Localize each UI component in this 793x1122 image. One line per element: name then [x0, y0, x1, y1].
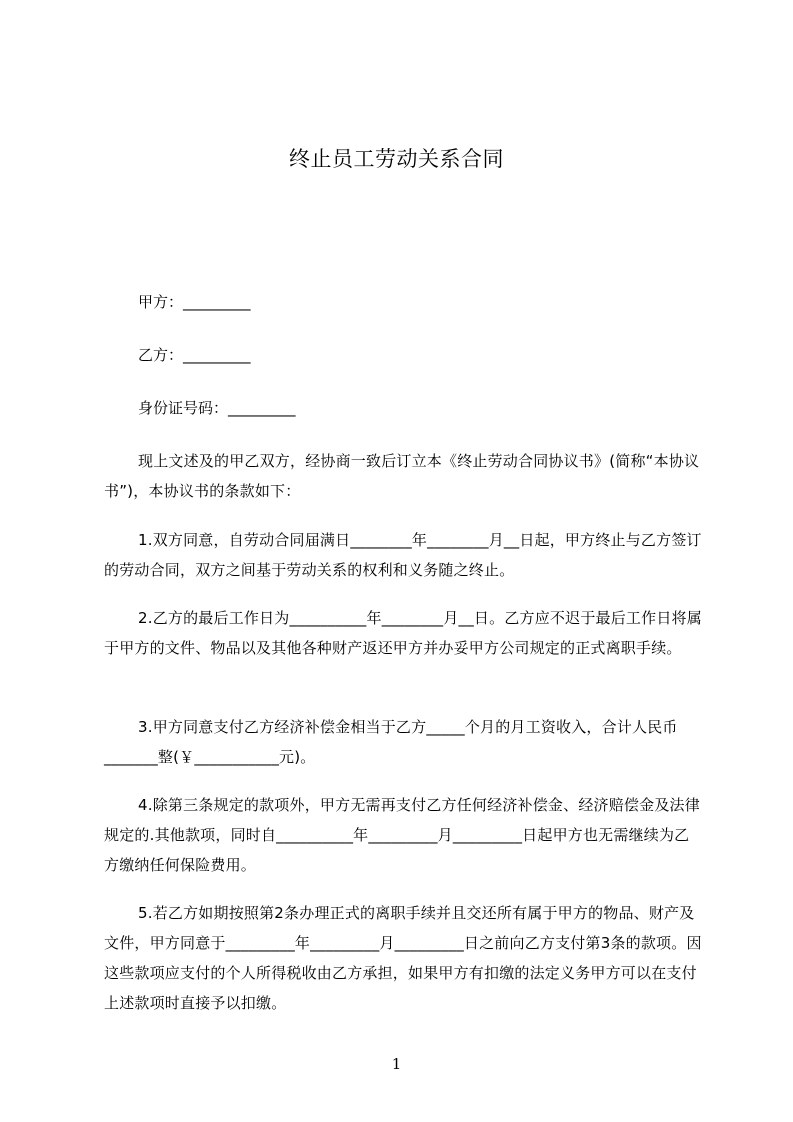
clause-2: 2.乙方的最后工作日为__________年________月__日。乙方应不迟于最后工作日将属于甲方的文件、物品以及其他各种财产返还甲方并办妥甲方公司规定的正式离职手续。 [104, 609, 702, 657]
clause-4: 4.除第三条规定的款项外，甲方无需再支付乙方任何经济补偿金、经济赔偿金及法律规定的.其他款项，同时自__________年_________月_________日起甲方也无需继续为乙方缴纳任何保险费用。 [104, 796, 700, 874]
party-a-line: 甲方：_________ [138, 293, 251, 311]
document-title: 终止员工劳动关系合同 [289, 147, 504, 171]
clause-3: 3.甲方同意支付乙方经济补偿金相当于乙方_____个月的月工资收入，合计人民币_______整(￥___________元)。 [104, 718, 678, 766]
page-number: 1 [391, 1055, 402, 1073]
intro-paragraph: 现上文述及的甲乙双方，经协商一致后订立本《终止劳动合同协议书》(简称“本协议书”)，本协议书的条款如下： [104, 452, 700, 500]
id-number-line: 身份证号码：_________ [138, 399, 296, 417]
clause-5: 5.若乙方如期按照第2条办理正式的离职手续并且交还所有属于甲方的物品、财产及文件，甲方同意于_________年_________月_________日之前向乙方支付第3条的款项。因这些款项应支付的个人所得税收由乙方承担，如果甲方有扣缴的法定义务甲方可以在支付上述款项时直接予以扣缴。 [104, 904, 702, 1012]
party-b-line: 乙方：_________ [138, 346, 251, 364]
clause-1: 1.双方同意，自劳动合同届满日________年________月__日起，甲方终止与乙方签订的劳动合同，双方之间基于劳动关系的权利和义务随之终止。 [104, 531, 702, 579]
